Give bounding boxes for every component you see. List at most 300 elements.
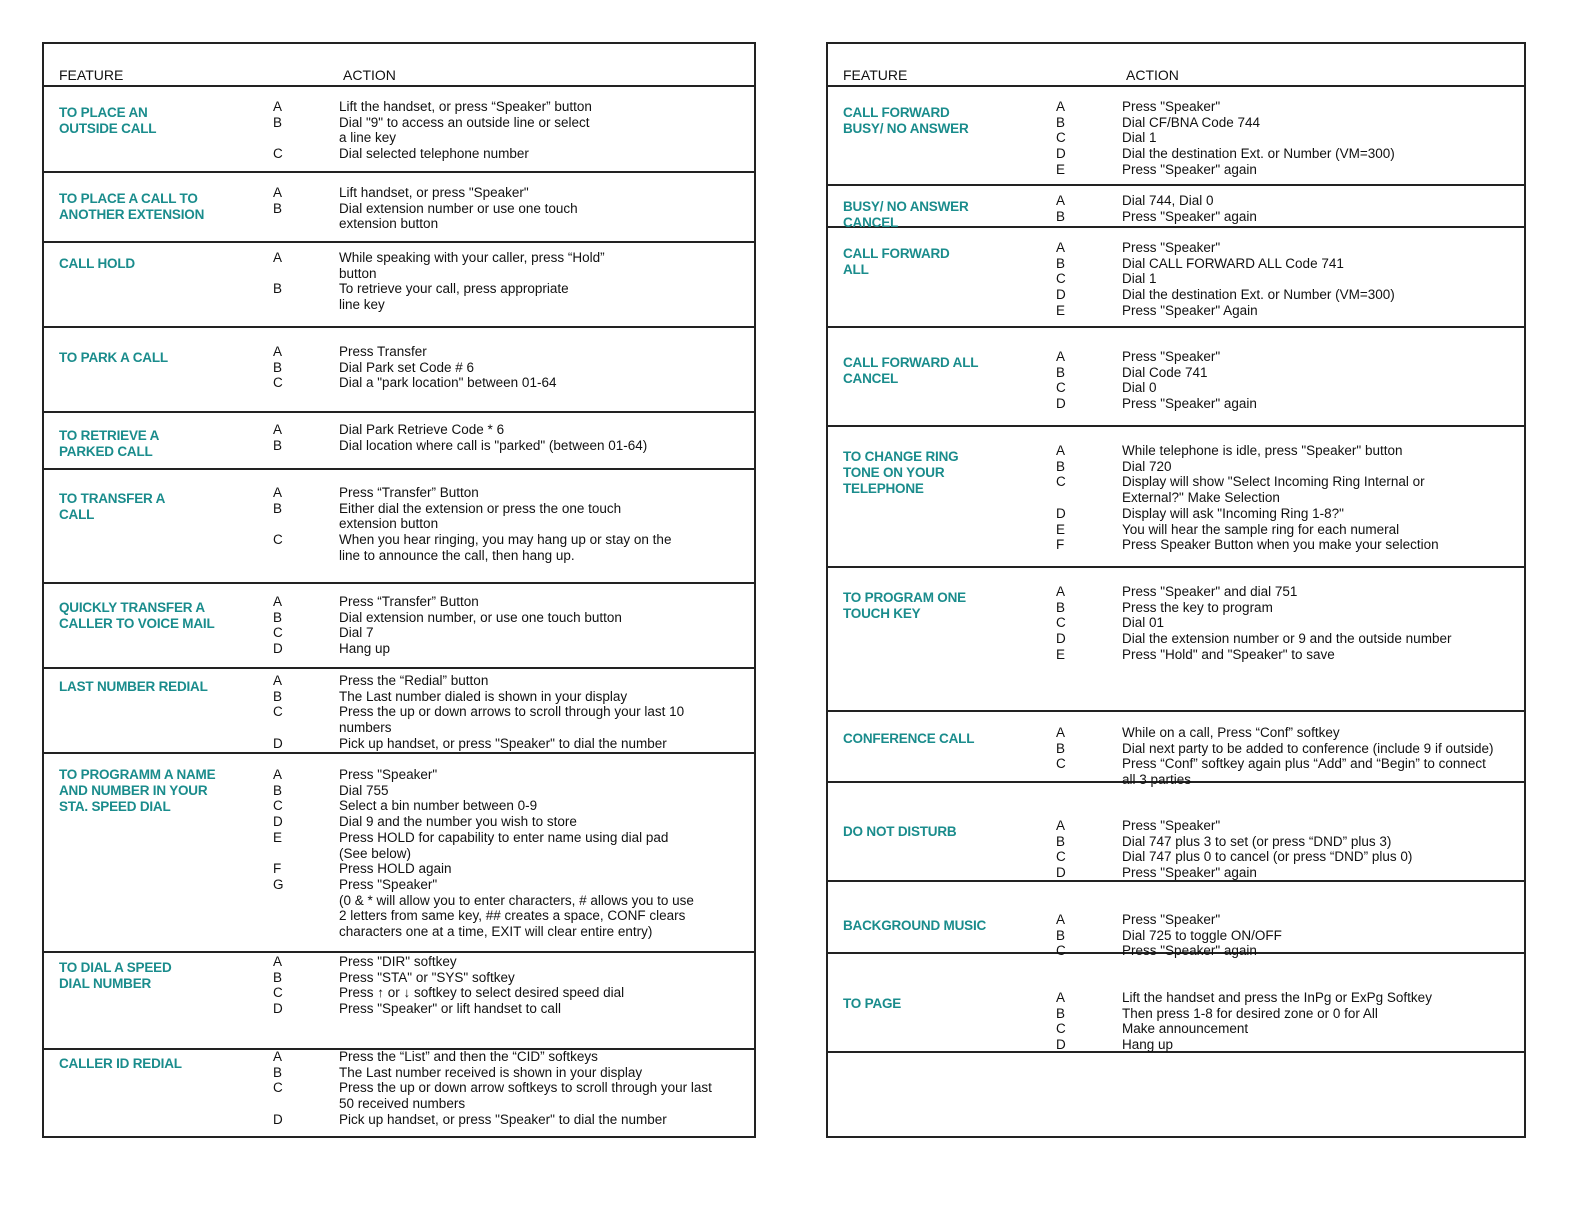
action-step [273, 1080, 748, 1096]
step-letter: A [273, 954, 283, 969]
step-letter: C [1056, 615, 1066, 631]
action-step [1056, 1037, 1520, 1053]
feature-name-line: TO PARK A CALL [59, 350, 168, 365]
action-step [273, 501, 748, 517]
step-text: Dial 720 [1122, 458, 1172, 474]
step-letter: B [1056, 255, 1066, 271]
step-letter: E [1056, 302, 1066, 318]
feature-name [843, 105, 969, 137]
feature-row-to-programm-a-name-and-number-in-your-sta-speed-dial [44, 754, 754, 953]
feature-name-line: BUSY/ NO ANSWER [843, 199, 969, 214]
action-steps [273, 673, 748, 752]
step-text: Press "DIR" softkey [339, 954, 457, 969]
step-letter: A [1056, 349, 1066, 364]
step-text: Press "Speaker" again [1122, 865, 1257, 881]
action-steps [273, 1049, 748, 1128]
step-text: Press the “Redial” button [339, 673, 489, 688]
step-letter: C [1056, 380, 1066, 396]
step-text: line to announce the call, then hang up. [339, 547, 575, 563]
step-text: Press ↑ or ↓ softkey to select desired speed dial [339, 985, 625, 1001]
step-letter [273, 297, 339, 313]
step-letter: A [1056, 990, 1066, 1005]
step-letter: B [273, 782, 283, 798]
action-step [273, 830, 748, 846]
step-text: While speaking with your caller, press “Hold” [339, 250, 605, 265]
step-letter: A [273, 422, 283, 437]
action-steps [1056, 443, 1520, 553]
step-text: To retrieve your call, press appropriate [339, 281, 569, 297]
step-text: Dial 755 [339, 782, 389, 798]
feature-name [59, 600, 215, 632]
step-text: button [339, 265, 377, 281]
feature-name [59, 105, 156, 137]
step-text: Dial the extension number or 9 and the outside number [1122, 631, 1452, 647]
action-step [273, 954, 748, 970]
action-step [1056, 537, 1520, 553]
step-text: Press "Speaker" [1122, 818, 1221, 833]
action-steps [273, 594, 748, 657]
step-letter: E [273, 829, 283, 845]
step-text: The Last number dialed is shown in your display [339, 688, 628, 704]
step-letter: B [1056, 208, 1066, 224]
action-column-header: ACTION [1126, 67, 1179, 83]
action-step [273, 485, 748, 501]
feature-row-to-dial-a-speed-dial-number [44, 953, 754, 1050]
feature-name-line: CANCEL [843, 215, 899, 230]
action-steps [1056, 193, 1520, 224]
action-step [1056, 1021, 1520, 1037]
step-letter: C [273, 798, 283, 814]
step-letter: A [1056, 443, 1066, 458]
action-step [1056, 99, 1520, 115]
step-letter [273, 720, 339, 736]
action-step [273, 985, 748, 1001]
step-text: all 3 parties [1122, 772, 1192, 788]
step-letter: C [273, 985, 283, 1001]
action-steps [273, 422, 748, 453]
action-steps [273, 344, 748, 391]
action-step [1056, 287, 1520, 303]
step-letter: D [1056, 146, 1066, 162]
feature-row-background-music [828, 882, 1524, 959]
action-step [273, 970, 748, 986]
feature-row-last-number-redial [44, 669, 754, 754]
action-steps [1056, 349, 1520, 412]
step-letter: A [1056, 818, 1066, 833]
step-text: You will hear the sample ring for each numeral [1122, 521, 1400, 537]
feature-name [59, 679, 208, 695]
step-letter: B [273, 969, 283, 985]
step-letter: A [273, 99, 283, 114]
step-letter: A [273, 250, 283, 265]
action-step [1056, 459, 1520, 475]
action-step [1056, 271, 1520, 287]
feature-row-busy-no-answer-cancel [828, 186, 1524, 228]
step-letter: D [1056, 1037, 1066, 1053]
step-letter: C [1056, 756, 1066, 772]
step-text: Press "Speaker" [1122, 99, 1221, 114]
action-step [273, 610, 748, 626]
step-letter: C [1056, 849, 1066, 865]
step-text: Press “Transfer” Button [339, 485, 479, 500]
action-step [273, 625, 748, 641]
action-step [1056, 818, 1520, 834]
step-text: Hang up [339, 641, 391, 657]
feature-name-line: CALL FORWARD [843, 246, 950, 261]
feature-name [843, 355, 978, 387]
step-letter [273, 548, 339, 564]
step-text: Dial 1 [1122, 271, 1157, 287]
step-text: Lift handset, or press "Speaker" [339, 185, 529, 200]
feature-row-to-place-an-outside-call [44, 87, 754, 173]
action-steps [273, 767, 748, 940]
action-step [1056, 741, 1520, 757]
action-step [273, 360, 748, 376]
step-text: Dial the destination Ext. or Number (VM=300) [1122, 287, 1395, 303]
step-text: Press Speaker Button when you make your selection [1122, 537, 1439, 553]
action-step [1056, 584, 1520, 600]
feature-name-line: CALL [59, 507, 95, 522]
step-letter: A [273, 1049, 283, 1064]
action-step [1056, 474, 1520, 490]
action-step [273, 250, 748, 266]
step-text: While on a call, Press “Conf” softkey [1122, 725, 1340, 740]
step-letter: D [273, 1001, 283, 1017]
feature-name-line: CONFERENCE CALL [843, 731, 975, 746]
feature-name-line: DIAL NUMBER [59, 976, 152, 991]
action-step [273, 281, 748, 297]
step-text: Press "Speaker" again [1122, 208, 1257, 224]
action-step [1056, 522, 1520, 538]
action-step [273, 1001, 748, 1017]
step-text: Press the “List” and then the “CID” softkeys [339, 1049, 598, 1064]
step-text: Dial 9 and the number you wish to store [339, 814, 577, 830]
step-letter: B [1056, 927, 1066, 943]
feature-row-to-page [828, 954, 1524, 1053]
action-steps [1056, 912, 1520, 959]
step-letter [273, 908, 339, 924]
step-text: Display will show "Select Incoming Ring Internal or [1122, 474, 1425, 490]
step-letter: C [1056, 271, 1066, 287]
feature-row-to-place-a-call-to-another-extension [44, 173, 754, 243]
feature-name-line: TO PROGRAMM A NAME [59, 767, 216, 782]
feature-name [843, 590, 966, 622]
action-step [273, 130, 748, 146]
step-text: Display will ask "Incoming Ring 1-8?" [1122, 505, 1344, 521]
step-letter [273, 846, 339, 862]
table-header [828, 44, 1524, 87]
step-letter: E [1056, 646, 1066, 662]
step-text: Dial CALL FORWARD ALL Code 741 [1122, 255, 1344, 271]
action-step [273, 266, 748, 282]
step-letter: C [273, 532, 283, 548]
step-text: Press "Speaker" again [1122, 161, 1257, 177]
step-letter: D [1056, 287, 1066, 303]
action-step [273, 641, 748, 657]
action-step [273, 736, 748, 752]
step-text: Press "STA" or "SYS" softkey [339, 969, 515, 985]
action-step [273, 861, 748, 877]
step-text: Dial 01 [1122, 615, 1165, 631]
feature-name-line: TO RETRIEVE A [59, 428, 160, 443]
action-step [1056, 193, 1520, 209]
action-steps [1056, 240, 1520, 319]
action-step [1056, 396, 1520, 412]
feature-name-line: CANCEL [843, 371, 899, 386]
feature-name-line: CALL FORWARD ALL [843, 355, 979, 370]
action-step [1056, 756, 1520, 772]
feature-name-line: CALL FORWARD [843, 105, 950, 120]
step-text: Dial Code 741 [1122, 364, 1208, 380]
step-letter: B [273, 281, 283, 297]
feature-row-quickly-transfer-a-caller-to-voice-mail [44, 584, 754, 669]
table-header [44, 44, 754, 87]
left-feature-table [42, 42, 756, 1138]
action-steps [273, 250, 748, 313]
feature-column-header: FEATURE [843, 67, 908, 83]
step-text: numbers [339, 720, 392, 736]
feature-column-header: FEATURE [59, 67, 124, 83]
step-text: Lift the handset and press the InPg or ExPg Softkey [1122, 990, 1432, 1005]
action-step [273, 146, 748, 162]
step-text: (See below) [339, 845, 412, 861]
step-text: Press the up or down arrows to scroll through your last 10 [339, 704, 685, 720]
action-step [1056, 506, 1520, 522]
step-letter: A [273, 344, 283, 359]
feature-name [843, 918, 986, 934]
feature-name [59, 1056, 182, 1072]
step-letter: B [1056, 1005, 1066, 1021]
action-steps [1056, 584, 1520, 663]
step-letter: B [1056, 833, 1066, 849]
step-text: Then press 1-8 for desired zone or 0 for All [1122, 1005, 1378, 1021]
action-step [1056, 349, 1520, 365]
step-letter: C [273, 625, 283, 641]
step-letter: A [273, 673, 283, 688]
action-step [1056, 725, 1520, 741]
step-letter: E [1056, 521, 1066, 537]
step-text: Dial extension number or use one touch [339, 200, 578, 216]
step-letter: D [1056, 396, 1066, 412]
step-text: Press "Speaker" [1122, 349, 1221, 364]
step-text: characters one at a time, EXIT will clear entire entry) [339, 924, 653, 940]
action-step [273, 893, 748, 909]
action-column-header: ACTION [343, 67, 396, 83]
action-step [273, 516, 748, 532]
feature-name-line: QUICKLY TRANSFER A [59, 600, 205, 615]
action-step [1056, 912, 1520, 928]
step-text: Make announcement [1122, 1021, 1249, 1037]
action-step [273, 783, 748, 799]
step-letter: C [273, 704, 283, 720]
step-letter [273, 516, 339, 532]
action-step [273, 594, 748, 610]
action-step [273, 115, 748, 131]
feature-name-line: ANOTHER EXTENSION [59, 207, 205, 222]
step-letter: B [1056, 114, 1066, 130]
step-letter: B [273, 500, 283, 516]
feature-name-line: DO NOT DISTURB [843, 824, 957, 839]
feature-name-line: TOUCH KEY [843, 606, 921, 621]
feature-name-line: AND NUMBER IN YOUR [59, 783, 208, 798]
feature-name-line: TO DIAL A SPEED [59, 960, 172, 975]
step-text: While telephone is idle, press "Speaker" button [1122, 443, 1403, 458]
action-step [273, 1065, 748, 1081]
step-text: Press "Speaker" or lift handset to call [339, 1001, 561, 1017]
step-text: External?" Make Selection [1122, 490, 1280, 506]
feature-name-line: CALLER TO VOICE MAIL [59, 616, 215, 631]
step-text: a line key [339, 130, 397, 146]
step-text: Press "Speaker" [1122, 912, 1221, 927]
step-letter: D [1056, 865, 1066, 881]
step-letter: C [273, 146, 283, 162]
step-text: Dial 1 [1122, 130, 1157, 146]
action-step [273, 548, 748, 564]
feature-name-line: ALL [843, 262, 869, 277]
action-step [273, 767, 748, 783]
step-text: 2 letters from same key, ## creates a space, CONF clears [339, 908, 686, 924]
action-steps [1056, 818, 1520, 881]
step-letter: B [1056, 364, 1066, 380]
step-letter: D [1056, 505, 1066, 521]
step-text: extension button [339, 216, 439, 232]
action-step [273, 297, 748, 313]
feature-name-line: TELEPHONE [843, 481, 924, 496]
feature-name [843, 199, 969, 231]
step-text: Dial "9" to access an outside line or select [339, 114, 590, 130]
feature-row-call-forward-busy-no-answer [828, 87, 1524, 186]
step-letter: C [1056, 474, 1066, 490]
action-steps [1056, 725, 1520, 788]
feature-name [59, 350, 168, 366]
step-letter: B [273, 688, 283, 704]
step-text: Hang up [1122, 1037, 1174, 1053]
step-letter [273, 924, 339, 940]
action-step [273, 201, 748, 217]
step-text: line key [339, 297, 385, 313]
action-step [1056, 209, 1520, 225]
feature-row-to-retrieve-a-parked-call [44, 413, 754, 470]
feature-name [59, 960, 172, 992]
action-step [1056, 146, 1520, 162]
feature-name [843, 246, 950, 278]
feature-name [59, 428, 159, 460]
step-letter: B [273, 200, 283, 216]
step-text: Dial 725 to toggle ON/OFF [1122, 927, 1282, 943]
action-step [1056, 990, 1520, 1006]
step-text: Press "Speaker" [339, 876, 438, 892]
step-letter: D [273, 814, 283, 830]
step-letter [273, 266, 339, 282]
action-step [1056, 865, 1520, 881]
step-letter: B [1056, 599, 1066, 615]
feature-name-line: TO PROGRAM ONE [843, 590, 966, 605]
step-letter: A [1056, 912, 1066, 927]
feature-name [843, 824, 956, 840]
step-letter: D [273, 735, 283, 751]
step-text: Press the up or down arrow softkeys to scroll through your last [339, 1080, 712, 1096]
step-text: Press "Speaker" again [1122, 943, 1257, 959]
step-letter: D [1056, 631, 1066, 647]
action-step [273, 532, 748, 548]
step-text: Dial the destination Ext. or Number (VM=300) [1122, 146, 1395, 162]
action-step [273, 1112, 748, 1128]
action-step [273, 422, 748, 438]
action-steps [273, 954, 748, 1017]
action-step [273, 185, 748, 201]
step-text: extension button [339, 516, 439, 532]
action-step [1056, 115, 1520, 131]
step-letter: F [273, 861, 282, 877]
action-step [273, 99, 748, 115]
feature-name-line: BUSY/ NO ANSWER [843, 121, 969, 136]
step-letter: A [273, 767, 283, 782]
feature-name-line: TONE ON YOUR [843, 465, 945, 480]
feature-name [59, 491, 165, 523]
action-steps [273, 485, 748, 564]
action-step [1056, 615, 1520, 631]
feature-name [59, 191, 204, 223]
step-letter: A [273, 185, 283, 200]
step-text: Dial CF/BNA Code 744 [1122, 114, 1261, 130]
action-step [1056, 834, 1520, 850]
right-feature-table [826, 42, 1526, 1138]
action-step [1056, 490, 1520, 506]
feature-name-line: PARKED CALL [59, 444, 153, 459]
feature-row-to-transfer-a-call [44, 470, 754, 584]
step-text: Press "Speaker" [1122, 240, 1221, 255]
step-letter: A [273, 594, 283, 609]
step-letter: D [273, 641, 283, 657]
feature-name-line: CALL HOLD [59, 256, 135, 271]
action-step [1056, 849, 1520, 865]
action-steps [273, 185, 748, 232]
step-text: Press HOLD for capability to enter name using dial pad [339, 829, 669, 845]
step-text: The Last number received is shown in your display [339, 1064, 643, 1080]
feature-name-line: TO PAGE [843, 996, 902, 1011]
step-letter: B [1056, 458, 1066, 474]
step-letter: D [273, 1111, 283, 1127]
action-step [273, 673, 748, 689]
step-text: Press "Speaker" Again [1122, 302, 1258, 318]
feature-row-to-park-a-call [44, 328, 754, 413]
step-letter [1056, 490, 1122, 506]
step-letter: E [1056, 161, 1066, 177]
action-step [273, 1096, 748, 1112]
step-text: 50 received numbers [339, 1096, 466, 1112]
action-step [273, 924, 748, 940]
step-letter: C [1056, 130, 1066, 146]
action-steps [1056, 99, 1520, 178]
step-letter [273, 893, 339, 909]
feature-name-line: BACKGROUND MUSIC [843, 918, 987, 933]
step-letter: F [1056, 537, 1065, 553]
step-letter: G [273, 876, 284, 892]
step-letter: A [1056, 240, 1066, 255]
action-step [1056, 240, 1520, 256]
feature-name-line: TO TRANSFER A [59, 491, 166, 506]
step-text: Dial location where call is "parked" (between 01-64) [339, 437, 648, 453]
step-text: Dial a "park location" between 01-64 [339, 375, 557, 391]
step-text: Dial 7 [339, 625, 374, 641]
step-letter: A [1056, 584, 1066, 599]
step-letter [273, 1096, 339, 1112]
action-step [273, 704, 748, 720]
action-step [273, 216, 748, 232]
action-step [273, 689, 748, 705]
action-step [273, 375, 748, 391]
step-letter: A [1056, 99, 1066, 114]
